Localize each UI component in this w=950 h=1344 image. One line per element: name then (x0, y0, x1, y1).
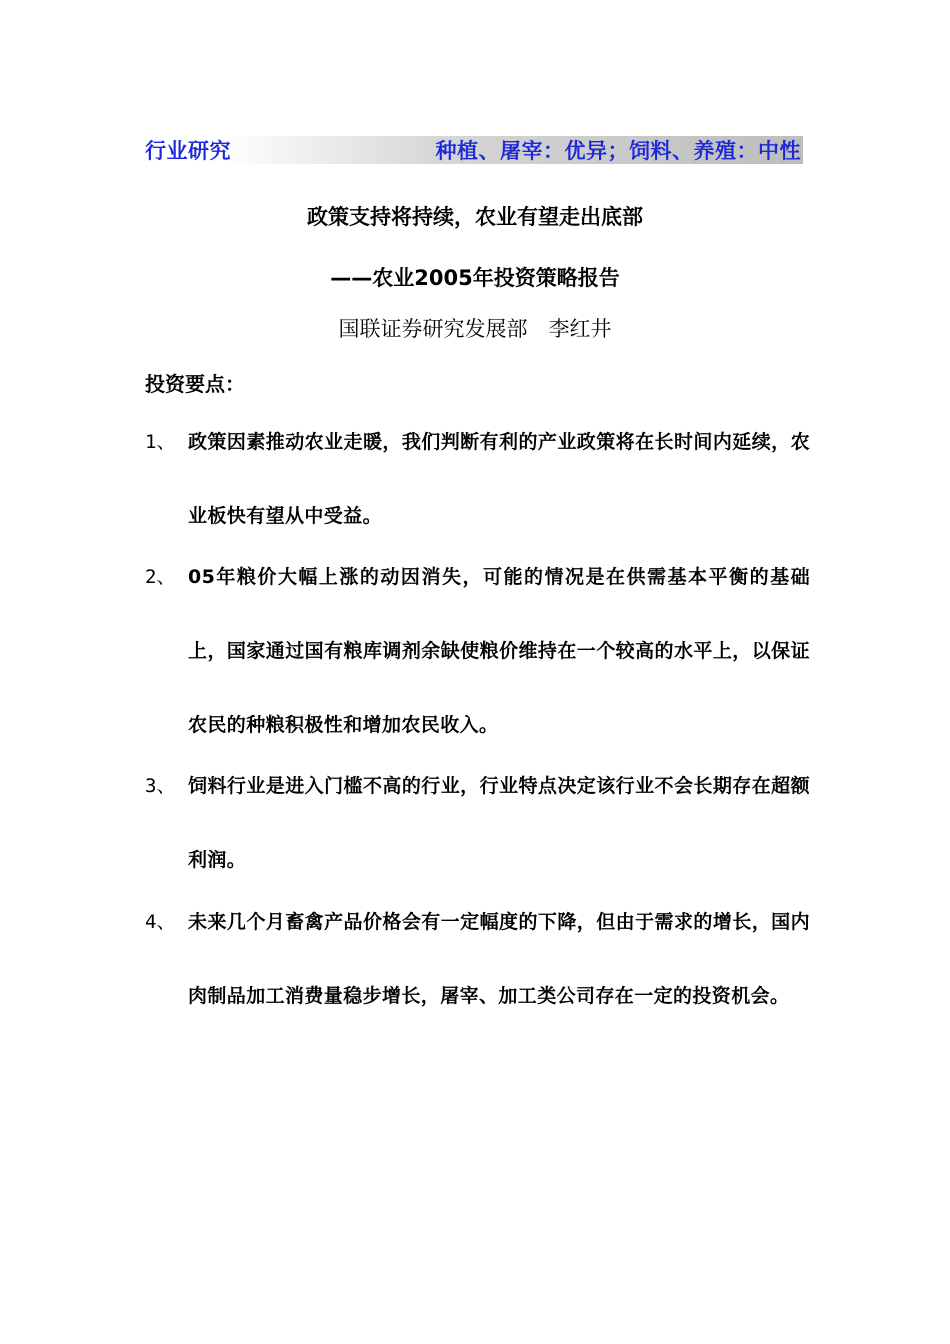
header-band (143, 136, 803, 164)
list-item-number: 1、 (145, 431, 176, 453)
list-item (145, 908, 810, 1056)
list-item-number: 2、 (145, 566, 176, 588)
list-item-text: 未来几个月畜禽产品价格会有一定幅度的下降，但由于需求的增长，国内肉制品加工消费量稳步增长，屠宰、加工类公司存在一定的投资机会。 (188, 911, 810, 1007)
list-item-number: 4、 (145, 911, 176, 933)
list-item-number: 3、 (145, 775, 176, 797)
list-item-text: 饲料行业是进入门槛不高的行业，行业特点决定该行业不会长期存在超额利润。 (188, 775, 810, 871)
list-item-text: 政策因素推动农业走暖，我们判断有利的产业政策将在长时间内延续，农业板快有望从中受益。 (188, 431, 810, 527)
header-category: 行业研究 (145, 139, 231, 163)
list-item-text: 05年粮价大幅上涨的动因消失，可能的情况是在供需基本平衡的基础上，国家通过国有粮库调剂余缺使粮价维持在一个较高的水平上，以保证农民的种粮积极性和增加农民收入。 (188, 566, 810, 736)
section-heading: 投资要点： (145, 372, 245, 396)
report-subtitle: ——农业2005年投资策略报告 (330, 266, 620, 290)
header-rating: 种植、屠宰：优异；饲料、养殖：中性 (435, 139, 801, 163)
author-line: 国联证券研究发展部 李红井 (338, 317, 612, 341)
report-title: 政策支持将持续，农业有望走出底部 (307, 205, 643, 229)
